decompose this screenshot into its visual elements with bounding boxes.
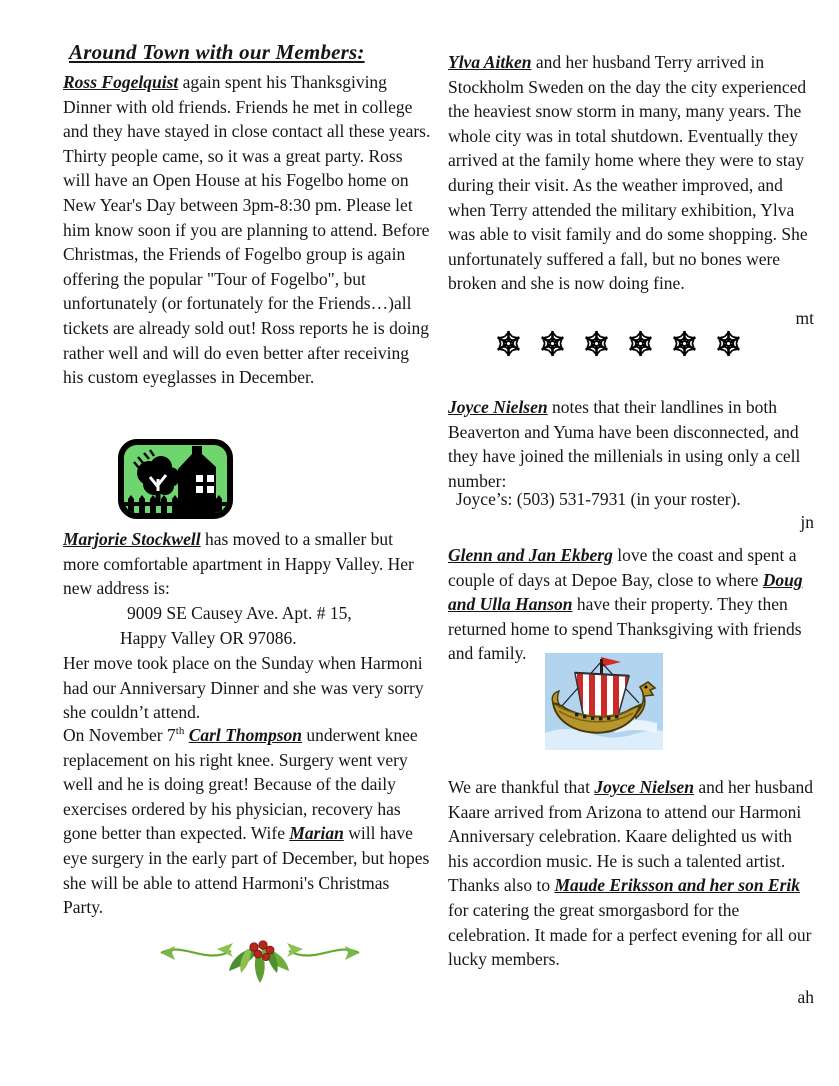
text-run: has moved to a smaller but more comfortable apartment in Happy Valley. Her new address is: — [63, 529, 414, 599]
address-line-1: 9009 SE Causey Ave. Apt. # 15, — [127, 603, 352, 623]
paragraph-thankful — [448, 775, 814, 972]
text-run: th — [175, 725, 185, 738]
member-name: Ylva Aitken — [448, 52, 532, 72]
snowflake-icon — [537, 328, 568, 359]
paragraph-joyce-nielsen — [448, 395, 814, 493]
paragraph-ross-fogelquist — [63, 70, 432, 390]
paragraph-carl-thompson — [63, 723, 432, 920]
paragraph-marjorie-rest: Her move took place on the Sunday when Harmoni had our Anniversary Dinner and she was very sorry she couldn’t attend. — [63, 653, 424, 723]
text-run: notes that their landlines in both Beaverton and Yuma have been disconnected, and they have joined the millenials in using only a cell number: — [448, 397, 801, 491]
paragraph-ylva-aitken — [448, 50, 814, 296]
snowflake-icon — [493, 328, 524, 359]
snowflake-icon — [581, 328, 612, 359]
snowflake-row — [493, 328, 744, 359]
text-run: and her husband Kaare arrived from Arizona to attend our Harmoni Anniversary celebration. Kaare delighted us with his accordion music. He is such a talented artist. Thanks also to — [448, 777, 814, 896]
member-name: Maude Eriksson and her son Erik — [554, 875, 801, 896]
text-run: We are thankful that — [448, 777, 595, 797]
member-name: Carl Thompson — [188, 725, 303, 745]
member-name: Glenn and Jan Ekberg — [448, 545, 613, 565]
member-name: Joyce Nielsen — [448, 397, 548, 417]
text-run: and her husband Terry arrived in Stockholm Sweden on the day the city experienced the heaviest snow storm in many, many years. The whole city was in total shutdown. Eventually they arrived at the family home where they were to stay during their visit. As the weather improved, and when Terry attended the military exhibition, Ylva was able to visit family and do some shopping. She unfortunately suffered a fall, but no bones were broken and she is now doing fine. — [448, 52, 808, 294]
holly-divider-icon — [157, 933, 363, 985]
signature-mt: mt — [795, 308, 814, 328]
text-run: for catering the great smorgasbord for the celebration. It made for a perfect evening for all our lucky members. — [448, 899, 812, 970]
member-name: Doug and Ulla Hanson — [448, 569, 803, 615]
text-run: On November 7 — [63, 725, 176, 745]
snowflake-icon — [713, 328, 744, 359]
member-name: Marjorie Stockwell — [63, 529, 201, 549]
house-and-tree-icon — [118, 439, 233, 519]
signature-ah: ah — [797, 987, 814, 1007]
viking-ship-image — [545, 653, 663, 750]
snowflake-icon — [669, 328, 700, 359]
address-line-2: Happy Valley OR 97086. — [120, 628, 297, 648]
text-run: will have eye surgery in the early part of December, but hopes she will be able to attend Harmoni's Christmas Party. — [63, 823, 430, 918]
paragraph-marjorie-intro — [63, 527, 432, 601]
snowflake-icon — [625, 328, 656, 359]
member-name: Ross Fogelquist — [63, 72, 179, 92]
paragraph-glenn-ekberg — [448, 543, 814, 666]
signature-jn: jn — [800, 512, 814, 532]
text-run: have their property. They then returned home to spend Thanksgiving with friends and family. — [448, 594, 802, 664]
section-heading: Around Town with our Members: — [69, 40, 365, 64]
joyce-phone-line: Joyce’s: (503) 531-7931 (in your roster). — [456, 489, 741, 509]
text-run: underwent knee replacement on his right knee. Surgery went very well and he is doing great! Because of the daily exercises ordered by his physician, recovery has gone better than expected. Wife — [63, 725, 418, 844]
member-name: Marian — [289, 823, 344, 844]
member-name: Joyce Nielsen — [594, 777, 694, 797]
text-run: love the coast and spent a couple of days at Depoe Bay, close to where — [448, 545, 797, 590]
text-run: again spent his Thanksgiving Dinner with old friends. Friends he met in college and they have stayed in close contact all these years. Thirty people came, so it was a great party. Ross will have an Open House at his Fogelbo home on New Year's Day between 3pm-8:30 pm. Please let him know soon if you are planning to attend. Before Christmas, the Friends of Fogelbo group is again offering the popular "Tour of Fogelbo", but unfortunately (or fortunately for the Friends…)all tickets are already sold out! Ross reports he is doing rather well and will do even better after receiving his custom eyeglasses in December. — [63, 72, 431, 388]
